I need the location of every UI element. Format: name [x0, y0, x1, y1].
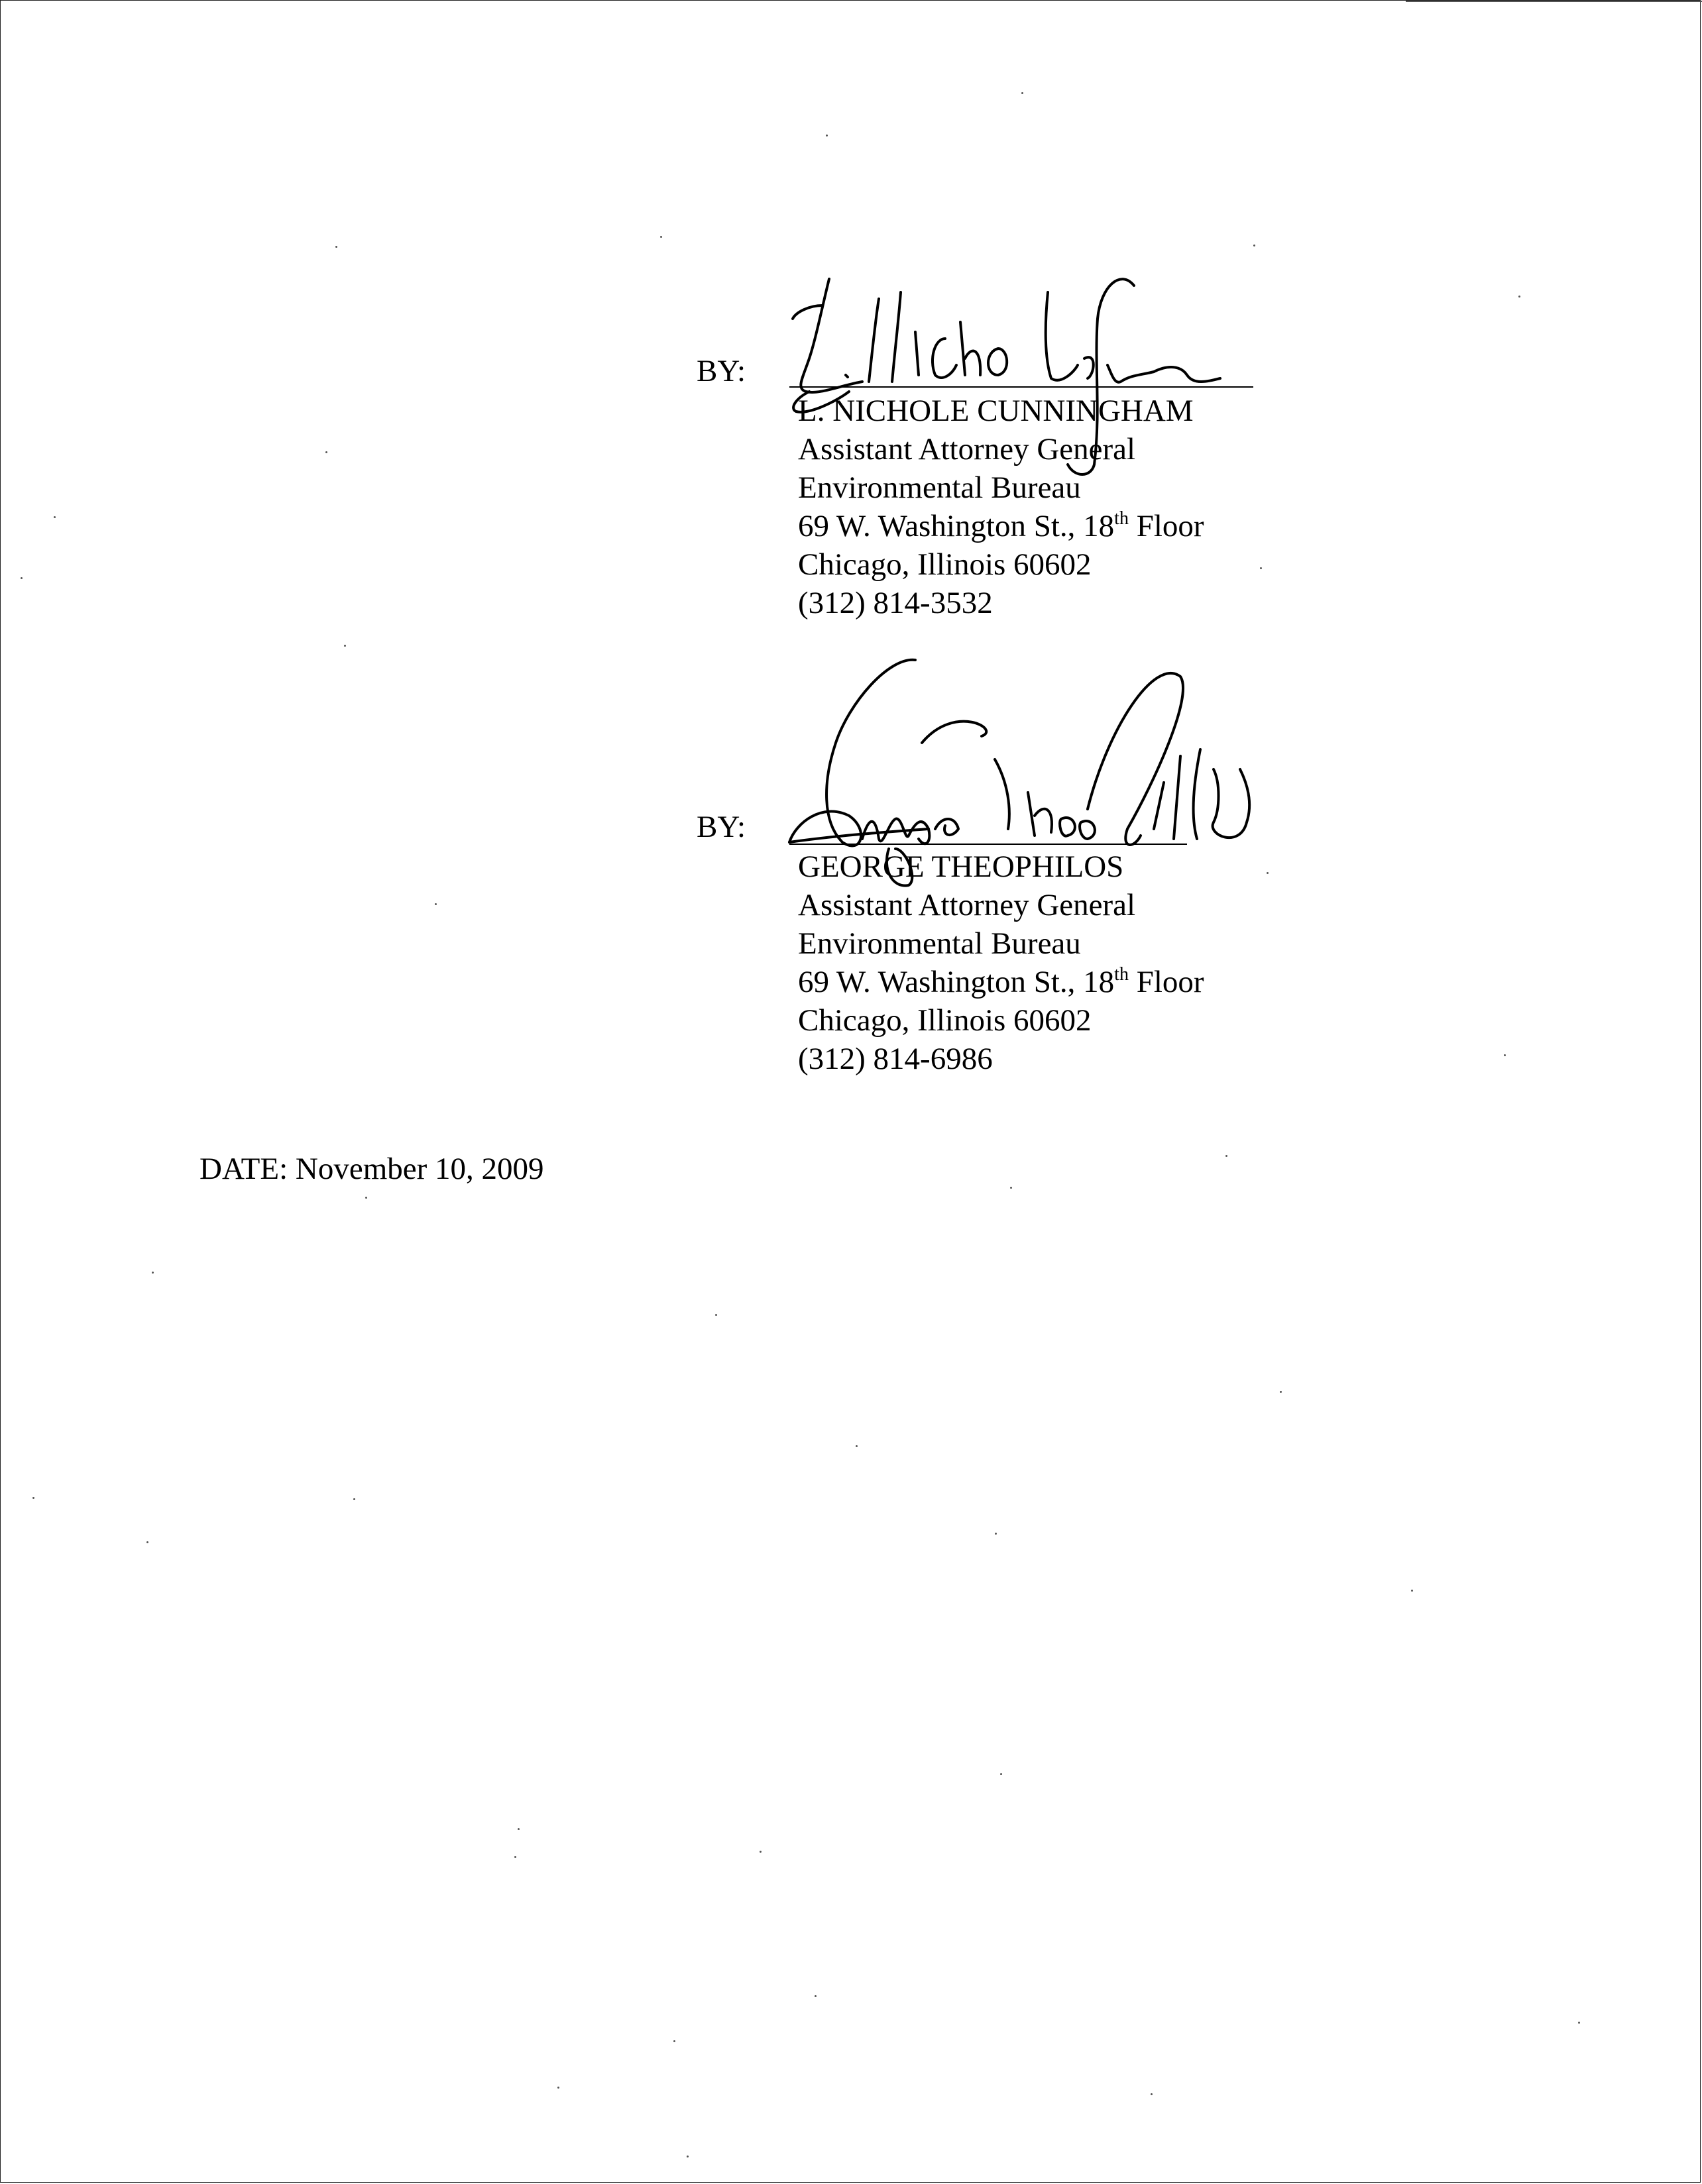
address-ordinal-suffix: th: [1114, 964, 1129, 985]
scan-speck: [335, 246, 337, 248]
scan-speck: [344, 645, 346, 647]
scan-speck: [687, 2156, 689, 2157]
signer-name: L. NICHOLE CUNNINGHAM: [798, 394, 1194, 428]
scan-speck: [1267, 872, 1269, 874]
scan-speck: [557, 2087, 559, 2089]
scan-edge-line: [1406, 1, 1702, 2]
signer-address: [798, 507, 1204, 545]
scan-speck: [152, 1272, 154, 1274]
signer-phone: (312) 814-3532: [798, 586, 993, 620]
scan-speck: [760, 1851, 762, 1853]
scan-speck: [1411, 1590, 1413, 1592]
scan-speck: [826, 135, 828, 136]
scan-speck: [856, 1445, 858, 1447]
scan-speck: [660, 236, 662, 238]
scan-speck: [1578, 2022, 1580, 2024]
scan-speck: [1021, 92, 1023, 94]
scan-speck: [715, 1314, 717, 1316]
signer-bureau: Environmental Bureau: [798, 470, 1081, 505]
scan-speck: [995, 1533, 997, 1535]
scan-speck: [32, 1497, 34, 1499]
scan-speck: [518, 1828, 520, 1830]
signer-phone: (312) 814-6986: [798, 1042, 993, 1076]
signer-city: Chicago, Illinois 60602: [798, 1003, 1092, 1038]
scan-speck: [1225, 1155, 1227, 1157]
signer-address: [798, 963, 1204, 1001]
address-street: 69 W. Washington St., 18: [798, 509, 1115, 543]
scan-speck: [1010, 1187, 1012, 1189]
scan-speck: [1151, 2093, 1153, 2095]
address-floor: Floor: [1128, 509, 1204, 543]
scan-speck: [365, 1197, 367, 1199]
date-line: DATE: November 10, 2009: [199, 1152, 544, 1186]
address-floor: Floor: [1128, 965, 1204, 999]
scan-speck: [325, 451, 327, 453]
scan-speck: [146, 1541, 148, 1543]
by-label-2: BY:: [697, 810, 746, 844]
scan-speck: [1280, 1391, 1282, 1393]
signer-name: GEORGE THEOPHILOS: [798, 849, 1124, 884]
signer-title: Assistant Attorney General: [798, 432, 1136, 466]
scan-speck: [815, 1995, 817, 1997]
scan-speck: [353, 1498, 355, 1500]
scan-speck: [673, 2040, 675, 2042]
scan-speck: [1253, 245, 1255, 246]
signer-block-2: [798, 847, 1204, 1078]
address-street: 69 W. Washington St., 18: [798, 965, 1115, 999]
scan-speck: [1260, 567, 1262, 569]
signer-title: Assistant Attorney General: [798, 888, 1136, 922]
by-label-1: BY:: [697, 354, 746, 388]
scan-speck: [1000, 1773, 1002, 1775]
signer-bureau: Environmental Bureau: [798, 926, 1081, 961]
address-ordinal-suffix: th: [1114, 508, 1129, 529]
scan-speck: [54, 516, 56, 518]
signer-city: Chicago, Illinois 60602: [798, 547, 1092, 582]
scan-speck: [21, 577, 23, 579]
signer-block-1: [798, 392, 1204, 622]
scan-speck: [514, 1856, 516, 1858]
scan-speck: [435, 903, 437, 905]
scan-speck: [1504, 1054, 1506, 1056]
scan-speck: [1518, 296, 1520, 298]
